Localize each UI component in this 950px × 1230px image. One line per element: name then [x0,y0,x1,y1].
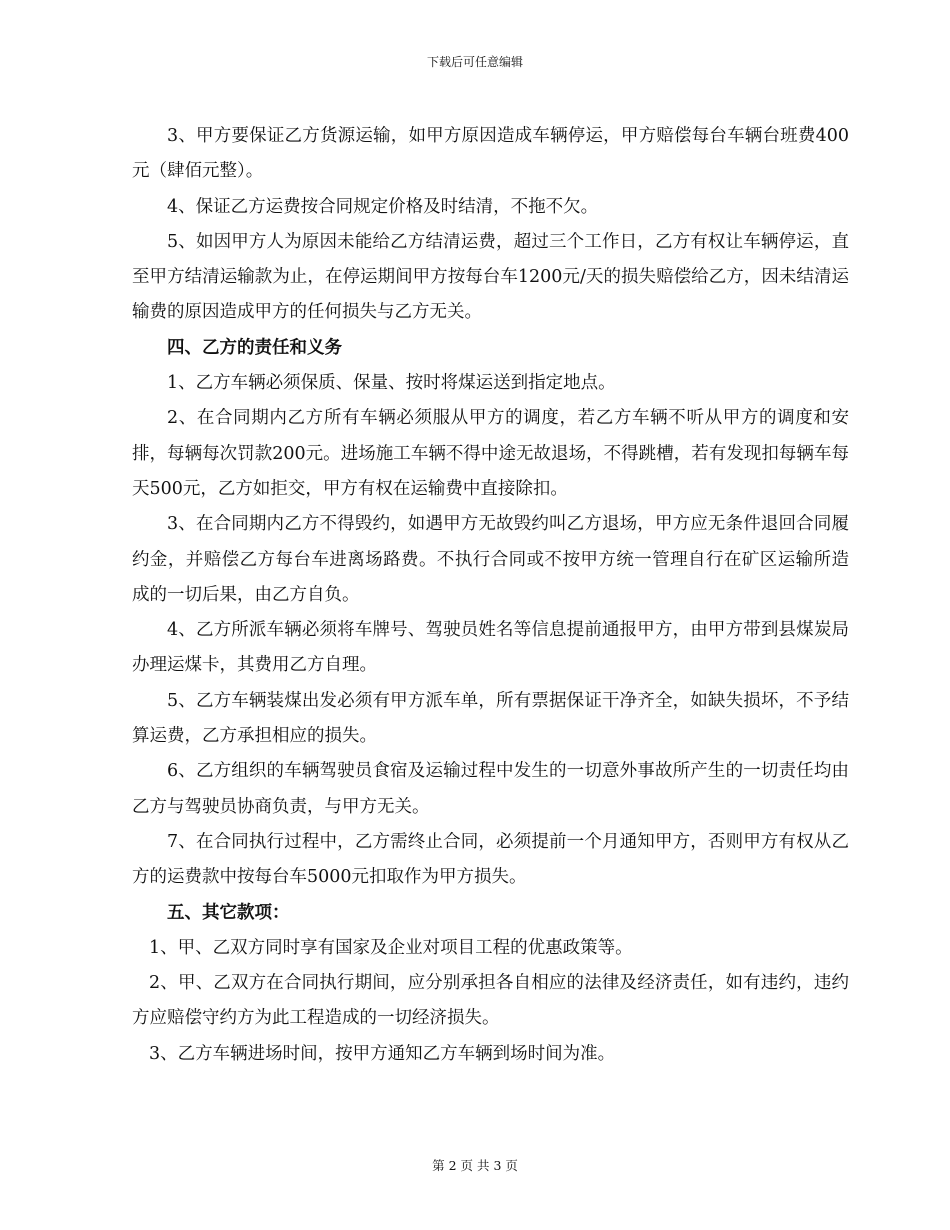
section-heading-party-b-duties: 四、乙方的责任和义务 [167,337,342,358]
clause-4-freight-settlement: 4、保证乙方运费按合同规定价格及时结清，不拖不欠。 [167,196,599,217]
page-header: 下载后可任意编辑 [426,55,523,69]
other-terms-clause-3: 3、乙方车辆进场时间，按甲方通知乙方车辆到场时间为准。 [149,1043,616,1064]
other-terms-clause-2: 2、甲、乙双方在合同执行期间，应分别承担各自相应的法律及经济责任，如有违约，违约方应赔偿守约方为此工程造成的一切经济损失。 [132,973,849,1029]
party-b-clause-4: 4、乙方所派车辆必须将车牌号、驾驶员姓名等信息提前通报甲方，由甲方带到县煤炭局办理运煤卡，其费用乙方自理。 [132,620,849,676]
clause-5-unpaid-freight: 5、如因甲方人为原因未能给乙方结清运费，超过三个工作日，乙方有权让车辆停运，直至甲方结清运输款为止，在停运期间甲方按每台车1200元/天的损失赔偿给乙方，因未结清运输费的原因造成甲方的任何损失与乙方无关。 [132,231,849,323]
section-heading-other-terms: 五、其它款项： [167,902,290,923]
party-b-clause-1: 1、乙方车辆必须保质、保量、按时将煤运送到指定地点。 [167,373,616,394]
clause-3-guarantee-cargo: 3、甲方要保证乙方货源运输，如甲方原因造成车辆停运，甲方赔偿每台车辆台班费400元（肆佰元整）。 [132,126,849,182]
party-b-clause-6: 6、乙方组织的车辆驾驶员食宿及运输过程中发生的一切意外事故所产生的一切责任均由乙方与驾驶员协商负责，与甲方无关。 [132,761,849,817]
party-b-clause-3: 3、在合同期内乙方不得毁约，如遇甲方无故毁约叫乙方退场，甲方应无条件退回合同履约金，并赔偿乙方每台车进离场路费。不执行合同或不按甲方统一管理自行在矿区运输所造成的一切后果，由乙方自负。 [132,514,849,605]
other-terms-clause-1: 1、甲、乙双方同时享有国家及企业对项目工程的优惠政策等。 [149,937,633,958]
party-b-clause-7: 7、在合同执行过程中，乙方需终止合同，必须提前一个月通知甲方，否则甲方有权从乙方的运费款中按每台车5000元扣取作为甲方损失。 [132,831,849,888]
party-b-clause-2: 2、在合同期内乙方所有车辆必须服从甲方的调度，若乙方车辆不听从甲方的调度和安排，每辆每次罚款200元。进场施工车辆不得中途无故退场，不得跳槽，若有发现扣每辆车每天500元，乙方如拒交，甲方有权在运输费中直接除扣。 [132,408,849,499]
document-body [132,119,849,1072]
party-b-clause-5: 5、乙方车辆装煤出发必须有甲方派车单，所有票据保证干净齐全，如缺失损坏，不予结算运费，乙方承担相应的损失。 [132,690,849,747]
page-footer: 第 2 页 共 3 页 [432,1158,518,1173]
